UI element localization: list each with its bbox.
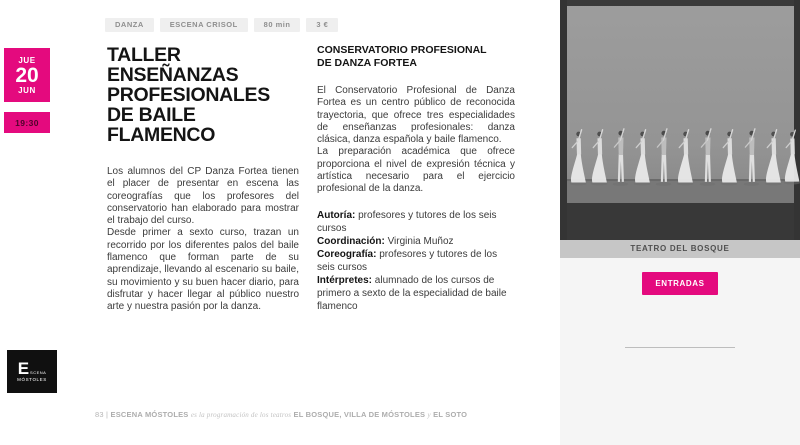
- date-day-number: 20: [15, 63, 39, 87]
- company-column: [317, 44, 515, 313]
- footer-tagline: es la programación de los teatros: [190, 411, 292, 419]
- panel-divider: [625, 347, 735, 348]
- credit-line: [317, 274, 515, 313]
- credit-label: Coordinación:: [317, 235, 385, 247]
- tickets-row: [560, 272, 800, 295]
- company-heading: CONSERVATORIO PROFESIONAL DE DANZA FORTEA: [317, 44, 487, 69]
- tag-duration: 80 min: [254, 18, 301, 32]
- date-month: JUN: [18, 85, 36, 95]
- footer-theaters: EL BOSQUE, VILLA DE MÓSTOLES: [293, 410, 426, 419]
- escena-mostoles-logo: [7, 350, 57, 393]
- venue-panel: [560, 0, 800, 445]
- description-paragraph: Los alumnos del CP Danza Fortea tienen el placer de presentar en escena las coreografías que los profesores del conservatorio han elaborado para mostrar el trabajo del curso.: [107, 166, 299, 227]
- credit-value: Virginia Muñoz: [387, 235, 454, 247]
- logo-initial: E: [17, 358, 30, 378]
- page-title: [107, 45, 322, 145]
- tag-genre: DANZA: [105, 18, 154, 32]
- tickets-button[interactable]: ENTRADAS: [642, 272, 717, 295]
- title-line: ENSEÑANZAS: [107, 64, 239, 86]
- logo-word: SCENA: [30, 369, 47, 375]
- company-paragraph: El Conservatorio Profesional de Danza Fortea es un centro público de reconocida trayectoria, que ofrece tres especialidades de enseñanzas profesionales: danza clásica, danza española y baile flamenco.: [317, 85, 515, 146]
- credit-label: Intérpretes:: [317, 274, 373, 286]
- credit-label: Autoría:: [317, 209, 356, 221]
- title-line: PROFESIONALES: [107, 84, 270, 106]
- description-paragraph: Desde primer a sexto curso, trazan un recorrido por los diferentes palos del baile flamenco que forman parte de su aprendizaje, llevando al escenario su baile, su movimiento y su buen hacer diario, para disfrutar y hacer llegar al público nuestro arte y nuestra pasión por la danza.: [107, 227, 299, 313]
- logo-city: MÓSTOLES: [17, 376, 47, 382]
- credit-line: [317, 248, 515, 274]
- logo-row: [17, 358, 47, 378]
- event-time: 19:30: [15, 117, 39, 128]
- credit-line: [317, 235, 515, 248]
- credits-block: [317, 209, 515, 313]
- title-line: TALLER: [107, 44, 181, 66]
- tag-program: ESCENA CRISOL: [160, 18, 248, 32]
- footer-separator: |: [106, 410, 109, 419]
- footer-theaters: EL SOTO: [433, 410, 468, 419]
- tag-row: [105, 18, 338, 32]
- page-footer: [95, 410, 467, 419]
- page-number: 83: [95, 410, 104, 419]
- time-box: [4, 112, 50, 133]
- title-line: DE BAILE: [107, 104, 196, 126]
- footer-brand: ESCENA MÓSTOLES: [110, 410, 189, 419]
- company-description: [317, 85, 515, 196]
- date-weekday: JUE: [18, 55, 36, 65]
- venue-caption: TEATRO DEL BOSQUE: [560, 240, 800, 258]
- credit-line: [317, 209, 515, 235]
- stage-photo: [560, 0, 800, 240]
- title-line: FLAMENCO: [107, 124, 216, 146]
- footer-conjunction: y: [427, 411, 431, 419]
- tag-price: 3 €: [306, 18, 338, 32]
- credit-label: Coreografía:: [317, 248, 377, 260]
- event-description: [107, 166, 299, 314]
- credit-value: profesores y tutores de los seis cursos: [317, 248, 498, 273]
- credit-value: alumnado de los cursos de primero a sexto de la especialidad de baile flamenco: [317, 274, 507, 312]
- date-box: [4, 48, 50, 102]
- company-paragraph: La preparación académica que ofrece proporciona el nivel de expresión técnica y artística necesario para el ejercicio profesional de la danza.: [317, 146, 515, 195]
- credit-value: profesores y tutores de los seis cursos: [317, 209, 497, 234]
